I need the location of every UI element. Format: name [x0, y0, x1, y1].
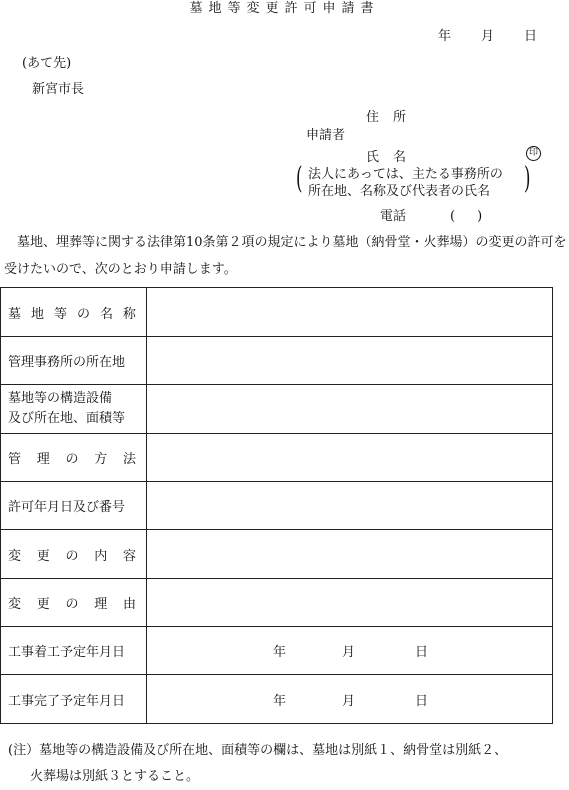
seal-icon: 印 — [526, 146, 541, 161]
row-label-permit: 許可年月日及び番号 — [1, 482, 147, 530]
phone-label: 電話 — [380, 209, 407, 224]
structure-field[interactable] — [147, 385, 553, 434]
phone-paren-open: ( — [450, 209, 456, 224]
application-table — [0, 287, 553, 724]
paren-right-icon: ) — [524, 161, 531, 196]
row-label-office: 管理事務所の所在地 — [1, 337, 147, 385]
row-label-start-date: 工事着工予定年月日 — [1, 627, 147, 675]
phone-paren-close: ) — [477, 209, 483, 224]
table-row — [1, 579, 553, 627]
application-date — [438, 25, 537, 44]
table-row — [1, 288, 553, 337]
table-row — [1, 385, 553, 434]
name-label: 氏名 — [366, 150, 421, 165]
table-row — [1, 482, 553, 530]
applicant-label: 申請者 — [306, 128, 346, 143]
page-title: 墓地等変更許可申請書 — [189, 1, 380, 16]
office-location-field[interactable] — [147, 337, 553, 385]
construction-end-date-field[interactable]: 年 月 日 — [147, 675, 553, 724]
change-reason-field[interactable] — [147, 579, 553, 627]
table-row — [1, 627, 553, 675]
construction-start-date-field[interactable]: 年 月 日 — [147, 627, 553, 675]
paren-left-icon: ( — [296, 161, 303, 196]
row-label-end-date: 工事完了予定年月日 — [1, 675, 147, 724]
application-statement: 墓地、埋葬等に関する法律第10条第２項の規定により墓地（納骨堂・火葬場）の変更の許可を受けたいので、次のとおり申請します。 — [4, 235, 567, 277]
date-day-label: 日 — [524, 29, 538, 44]
addressee-label: (あて先) — [22, 56, 72, 71]
row-label-structure: 墓地等の構造設備 及び所在地、面積等 — [1, 385, 147, 434]
table-row — [1, 530, 553, 579]
table-row — [1, 434, 553, 482]
corporate-note-line2: 所在地、名称及び代表者の氏名 — [308, 184, 491, 199]
permit-date-number-field[interactable] — [147, 482, 553, 530]
table-row — [1, 337, 553, 385]
date-year-label: 年 — [438, 29, 452, 44]
phone-field — [380, 205, 482, 224]
row-label-change-content: 変 更 の 内 容 — [1, 530, 147, 579]
row-label-change-reason: 変 更 の 理 由 — [1, 579, 147, 627]
table-row — [1, 675, 553, 724]
management-method-field[interactable] — [147, 434, 553, 482]
date-month-label: 月 — [481, 29, 495, 44]
footnote — [8, 738, 568, 790]
change-content-field[interactable] — [147, 530, 553, 579]
address-label: 住所 — [366, 110, 421, 125]
cemetery-name-field[interactable] — [147, 288, 553, 337]
corporate-note — [308, 166, 524, 200]
footnote-line2: 火葬場は別紙３とすること。 — [30, 769, 200, 784]
row-label-management: 管 理 の 方 法 — [1, 434, 147, 482]
row-label-name: 墓 地 等 の 名 称 — [1, 288, 147, 337]
addressee: 新宮市長 — [32, 82, 85, 97]
corporate-note-line1: 法人にあっては、主たる事務所の — [308, 167, 503, 182]
footnote-line1: (注）墓地等の構造設備及び所在地、面積等の欄は、墓地は別紙１、納骨堂は別紙２、 — [8, 743, 508, 758]
